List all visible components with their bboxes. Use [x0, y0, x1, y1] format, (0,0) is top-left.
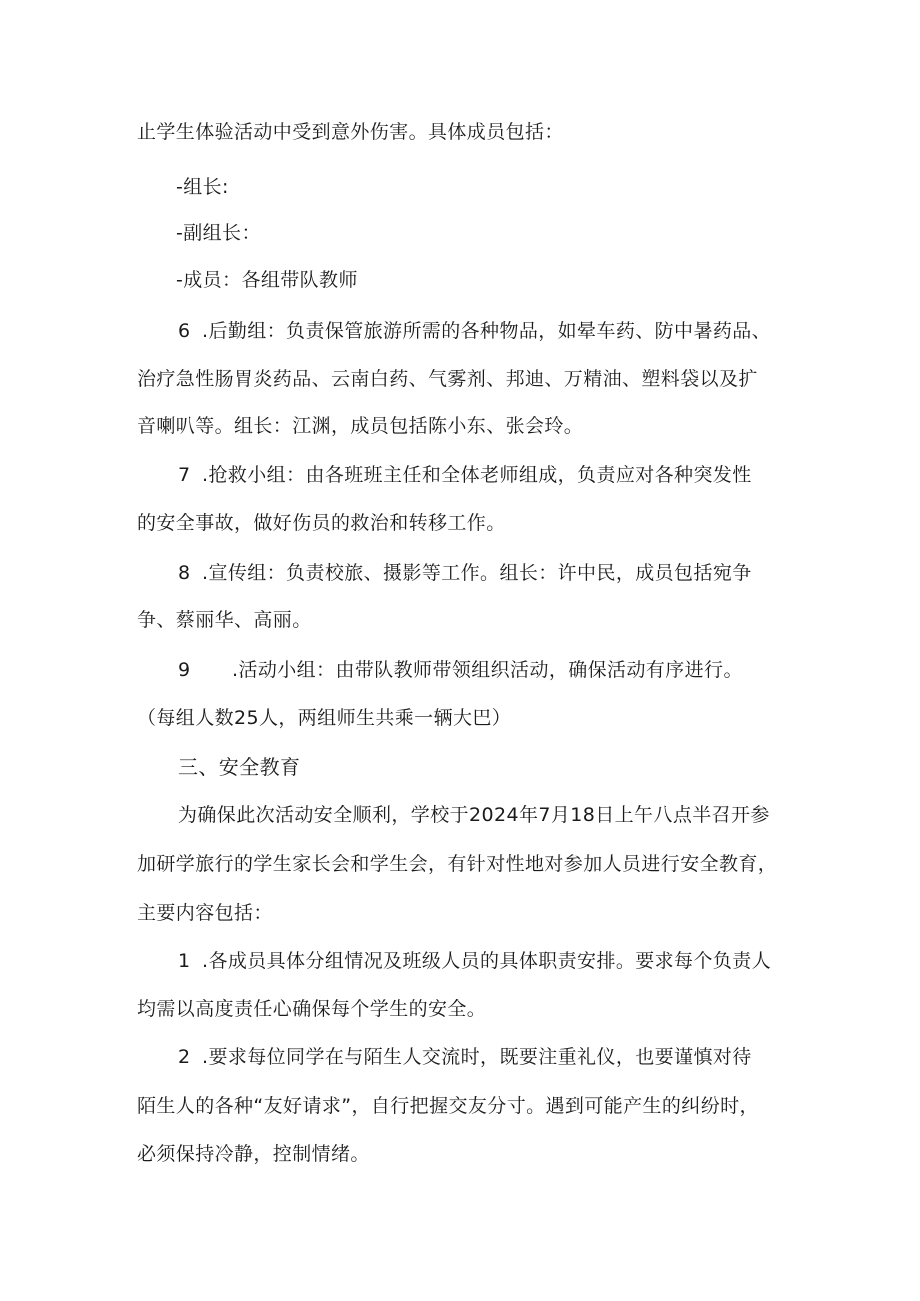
paragraph-line: 必须保持冷静，控制情绪。 — [137, 1143, 370, 1165]
paragraph-line: 陌生人的各种“友好请求”，自行把握交友分寸。遇到可能产生的纠纷时， — [137, 1095, 759, 1117]
list-item-members: -成员：各组带队教师 — [176, 269, 358, 291]
item-text: .各成员具体分组情况及班级人员的具体职责安排。要求每个负责人 — [202, 950, 772, 972]
paragraph-line: 主要内容包括： — [137, 902, 273, 924]
numbered-item-1 — [178, 948, 771, 974]
item-number: 9 — [178, 659, 191, 681]
section-heading: 三、安全教育 — [178, 755, 301, 779]
item-number: 1 — [178, 950, 191, 972]
paragraph-line: 均需以高度责任心确保每个学生的安全。 — [137, 998, 487, 1020]
list-item-deputy-leader: -副组长： — [176, 222, 261, 244]
paragraph-line: 治疗急性肠胃炎药品、云南白药、气雾剂、邦迪、万精油、塑料袋以及扩 — [137, 368, 758, 390]
paragraph-line: 止学生体验活动中受到意外伤害。具体成员包括： — [137, 121, 564, 143]
item-text: .抢救小组：由各班班主任和全体老师组成，负责应对各种突发性 — [202, 464, 752, 486]
item-text: .后勤组：负责保管旅游所需的各种物品，如晕车药、防中暑药品、 — [202, 320, 772, 342]
paragraph-line: （每组人数25人，两组师生共乘一辆大巴） — [137, 707, 512, 729]
numbered-item-8 — [178, 560, 752, 586]
item-number: 2 — [178, 1046, 191, 1068]
paragraph-line: 争、蔡丽华、高丽。 — [137, 609, 312, 631]
paragraph-line: 音喇叭等。组长：江渊，成员包括陈小东、张会玲。 — [137, 415, 584, 437]
list-item-leader: -组长: — [176, 176, 229, 198]
item-number: 6 — [178, 320, 191, 342]
paragraph-line: 为确保此次活动安全顺利，学校于2024年7月18日上午八点半召开参 — [178, 804, 770, 826]
numbered-item-7 — [178, 462, 752, 488]
paragraph-line: 加研学旅行的学生家长会和学生会，有针对性地对参加人员进行安全教育， — [137, 853, 778, 875]
item-text: .宣传组：负责校旅、摄影等工作。组长：许中民，成员包括宛争 — [202, 562, 752, 584]
paragraph-line: 的安全事故，做好伤员的救治和转移工作。 — [137, 512, 506, 534]
numbered-item-9 — [178, 657, 743, 683]
numbered-item-6 — [178, 318, 771, 344]
item-text: .要求每位同学在与陌生人交流时，既要注重礼仪，也要谨慎对待 — [202, 1046, 752, 1068]
item-number: 8 — [178, 562, 191, 584]
numbered-item-2 — [178, 1044, 752, 1070]
item-text: .活动小组：由带队教师带领组织活动，确保活动有序进行。 — [232, 659, 743, 681]
item-number: 7 — [178, 464, 191, 486]
